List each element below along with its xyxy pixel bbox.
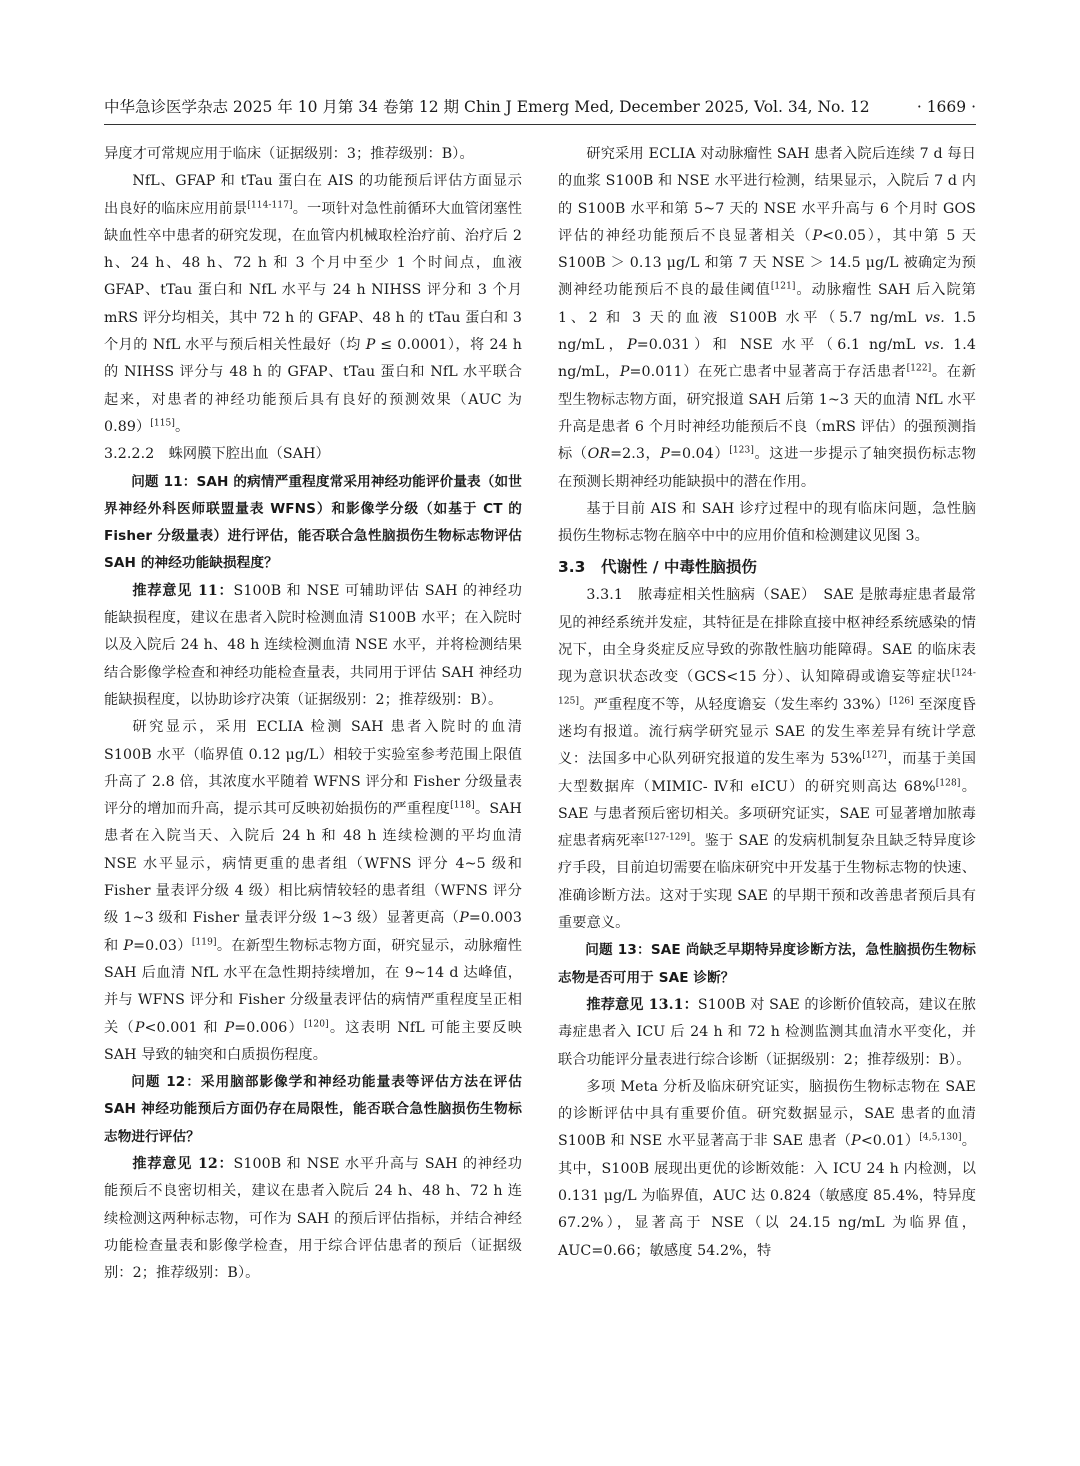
paragraph: 研究显示，采用 ECLIA 检测 SAH 患者入院时的血清 S100B 水平（临界值 0.12 μg/L）相较于实验室参考范围上限值升高了 2.8 倍，其浓度水平随着 WFNS 评分和 Fisher 分级量表评分的增加而升高，提示其可反映初始损伤的严重程度[118]。SAH 患者在入院当天、入院后 24 h 和 48 h 连续检测的平均血清 NSE 水平显示，病情更重的患者组（WFNS 评分 4~5 级和 Fisher 量表评分级 4 级）相比病情较轻的患者组（WFNS 评分级 1~3 级和 Fisher 量表评分级 1~3 级）显著更高（P=0.003 和 P=0.03）[119]。在新型生物标志物方面，研究显示，动脉瘤性 SAH 后血清 NfL 水平在急性期持续增加，在 9~14 d 达峰值，并与 WFNS 评分和 Fisher 分级量表评估的病情严重程度呈正相关（P<0.001 和 P=0.006）[120]。这表明 NfL 可能主要反映 SAH 导致的轴突和白质损伤程度。: [104, 719, 522, 1063]
page-number: · 1669 ·: [916, 98, 976, 116]
citation-ref: [115]: [150, 418, 175, 429]
recommendation-label: 推荐意见 11：: [132, 582, 234, 599]
paragraph: 研究采用 ECLIA 对动脉瘤性 SAH 患者入院后连续 7 d 每日的血浆 S100B 和 NSE 水平进行检测，结果显示，入院后 7 d 内的 S100B 水平和第 5~7 天的 NSE 水平升高与 6 个月时 GOS 评估的神经功能预后不良显著相关（P<0.05），其中第 5 天 S100B ＞ 0.13 μg/L 和第 7 天 NSE ＞ 14.5 μg/L 被确定为预测神经功能预后不良的最佳阈值[121]。动脉瘤性 SAH 后入院第 1、2 和 3 天的血液 S100B 水平（5.7 ng/mL vs. 1.5 ng/mL，P=0.031）和 NSE 水平（6.1 ng/mL vs. 1.4 ng/mL，P=0.011）在死亡患者中显著高于存活患者[122]。在新型生物标志物方面，研究报道 SAH 后第 1~3 天的血清 NfL 水平升高是患者 6 个月时神经功能预后不良（mRS 评估）的强预测指标（OR=2.3，P=0.04）[123]。这进一步提示了轴突损伤标志物在预测长期神经功能缺损中的潜在作用。: [558, 146, 977, 490]
citation-ref: [114-117]: [247, 199, 293, 210]
paragraph: 3.3.1 脓毒症相关性脑病（SAE） SAE 是脓毒症患者最常见的神经系统并发症，其特征是在排除直接中枢神经系统感染的情况下，由全身炎症反应导致的弥散性脑功能障碍。SAE 的临床表现为意识状态改变（GCS<15 分）、认知障碍或谵妄等症状[124-125]。严重程度不等，从轻度谵妄（发生率约 33%）[126] 至深度昏迷均有报道。流行病学研究显示 SAE 的发生率差异有统计学意义：法国多中心队列研究报道的发生率为 53%[127]，而基于美国大型数据库（MIMIC- Ⅳ和 eICU）的研究则高达 68%[128]。SAE 与患者预后密切相关。多项研究证实，SAE 可显著增加脓毒症患者病死率[127-129]。鉴于 SAE 的发病机制复杂且缺乏特异度诊疗手段，目前迫切需要在临床研究中开发基于生物标志物的快速、准确诊断方法。这对于实现 SAE 的早期干预和改善患者预后具有重要意义。: [558, 587, 976, 932]
recommendation-label: 推荐意见 13.1：: [586, 996, 698, 1013]
citation-ref: [127-129]: [644, 832, 691, 843]
recommendation-13-1: 推荐意见 13.1：S100B 对 SAE 的诊断价值较高，建议在脓毒症患者入 ICU 后 24 h 和 72 h 检测监测其血清水平变化，并联合功能评分量表进行综合诊断（证据级别：2；推荐级别：B）。: [558, 996, 976, 1068]
citation-ref: [4,5,130]: [919, 1132, 962, 1143]
citation-ref: [126]: [889, 695, 914, 706]
citation-ref: [120]: [303, 1018, 329, 1029]
paragraph: 基于目前 AIS 和 SAH 诊疗过程中的现有临床问题，急性脑损伤生物标志物在脑卒中中的应用价值和检测建议见图 3。: [558, 500, 976, 545]
citation-ref: [121]: [770, 281, 796, 292]
question-12: 问题 12：采用脑部影像学和神经功能量表等评估方法在评估 SAH 神经功能预后方面仍存在局限性，能否联合急性脑损伤生物标志物进行评估？: [104, 1074, 522, 1145]
paragraph: NfL、GFAP 和 tTau 蛋白在 AIS 的功能预后评估方面显示出良好的临床应用前景[114-117]。一项针对急性前循环大血管闭塞性缺血性卒中患者的研究发现，在血管内机械取栓治疗前、治疗后 2 h、24 h、48 h、72 h 和 3 个月中至少 1 个时间点，血液 GFAP、tTau 蛋白和 NfL 水平与 24 h NIHSS 评分和 3 个月 mRS 评分均相关，其中 72 h 的 GFAP、48 h 的 tTau 蛋白和 3 个月的 NfL 水平与预后相关性最好（均 P ≤ 0.0001），将 24 h 的 NIHSS 评分与 48 h 的 GFAP、tTau 蛋白和 NfL 水平联合起来，对患者的神经功能预后具有良好的预测效果（AUC 为 0.89）[115]。: [104, 173, 522, 435]
paragraph: 异度才可常规应用于临床（证据级别：3；推荐级别：B）。: [104, 146, 474, 162]
citation-ref: [122]: [906, 363, 932, 374]
subsection-heading: 3.2.2.2 蛛网膜下腔出血（SAH）: [104, 446, 330, 463]
citation-ref: [124-125]: [558, 668, 976, 706]
question-11: 问题 11：SAH 的病情严重程度常采用神经功能评价量表（如世界神经外科医师联盟量表 WFNS）和影像学分级（如基于 CT 的 Fisher 分级量表）进行评估，能否联合急性脑损伤生物标志物评估 SAH 的神经功能缺损程度？: [104, 473, 522, 572]
section-heading: 3.3 代谢性 / 中毒性脑损伤: [558, 558, 757, 577]
citation-ref: [127]: [862, 750, 887, 761]
recommendation-12: 推荐意见 12：S100B 和 NSE 水平升高与 SAH 的神经功能预后不良密切相关，建议在患者入院后 24 h、48 h、72 h 连续检测这两种标志物，可作为 SAH 的预后评估指标，并结合神经功能检查量表和影像学检查，用于综合评估患者的预后（证据级别：2；推荐级别：B）。: [104, 1155, 522, 1282]
citation-ref: [123]: [729, 445, 754, 456]
paragraph: 多项 Meta 分析及临床研究证实，脑损伤生物标志物在 SAE 的诊断评估中具有重要价值。研究数据显示，SAE 患者的血清 S100B 和 NSE 水平显著高于非 SAE 患者（P<0.01）[4,5,130]。其中，S100B 展现出更优的诊断效能：入 ICU 24 h 内检测，以 0.131 μg/L 为临界值，AUC 达 0.824（敏感度 85.4%，特异度 67.2%），显著高于 NSE（以 24.15 ng/mL 为临界值，AUC=0.66；敏感度 54.2%，特: [558, 1078, 976, 1259]
left-column: [104, 141, 522, 1287]
citation-ref: [128]: [935, 777, 961, 788]
journal-citation: 中华急诊医学杂志 2025 年 10 月第 34 卷第 12 期 Chin J Emerg Med, December 2025, Vol. 34, No. 12: [104, 98, 870, 116]
recommendation-11: 推荐意见 11：S100B 和 NSE 可辅助评估 SAH 的神经功能缺损程度，建议在患者入院时检测血清 S100B 水平；在入院时以及入院后 24 h、48 h 连续检测血清 NSE 水平，并将检测结果结合影像学检查和神经功能检查量表，共同用于评估 SAH 神经功能缺损程度，以协助诊疗决策（证据级别：2；推荐级别：B）。: [104, 582, 522, 708]
right-column: [558, 141, 976, 1265]
header-divider: [104, 124, 976, 125]
running-header: [104, 95, 976, 119]
question-13: 问题 13：SAE 尚缺乏早期特异度诊断方法，急性脑损伤生物标志物是否可用于 SAE 诊断？: [558, 942, 976, 986]
recommendation-label: 推荐意见 12：: [132, 1155, 234, 1172]
citation-ref: [118]: [450, 800, 475, 811]
citation-ref: [119]: [191, 936, 217, 947]
